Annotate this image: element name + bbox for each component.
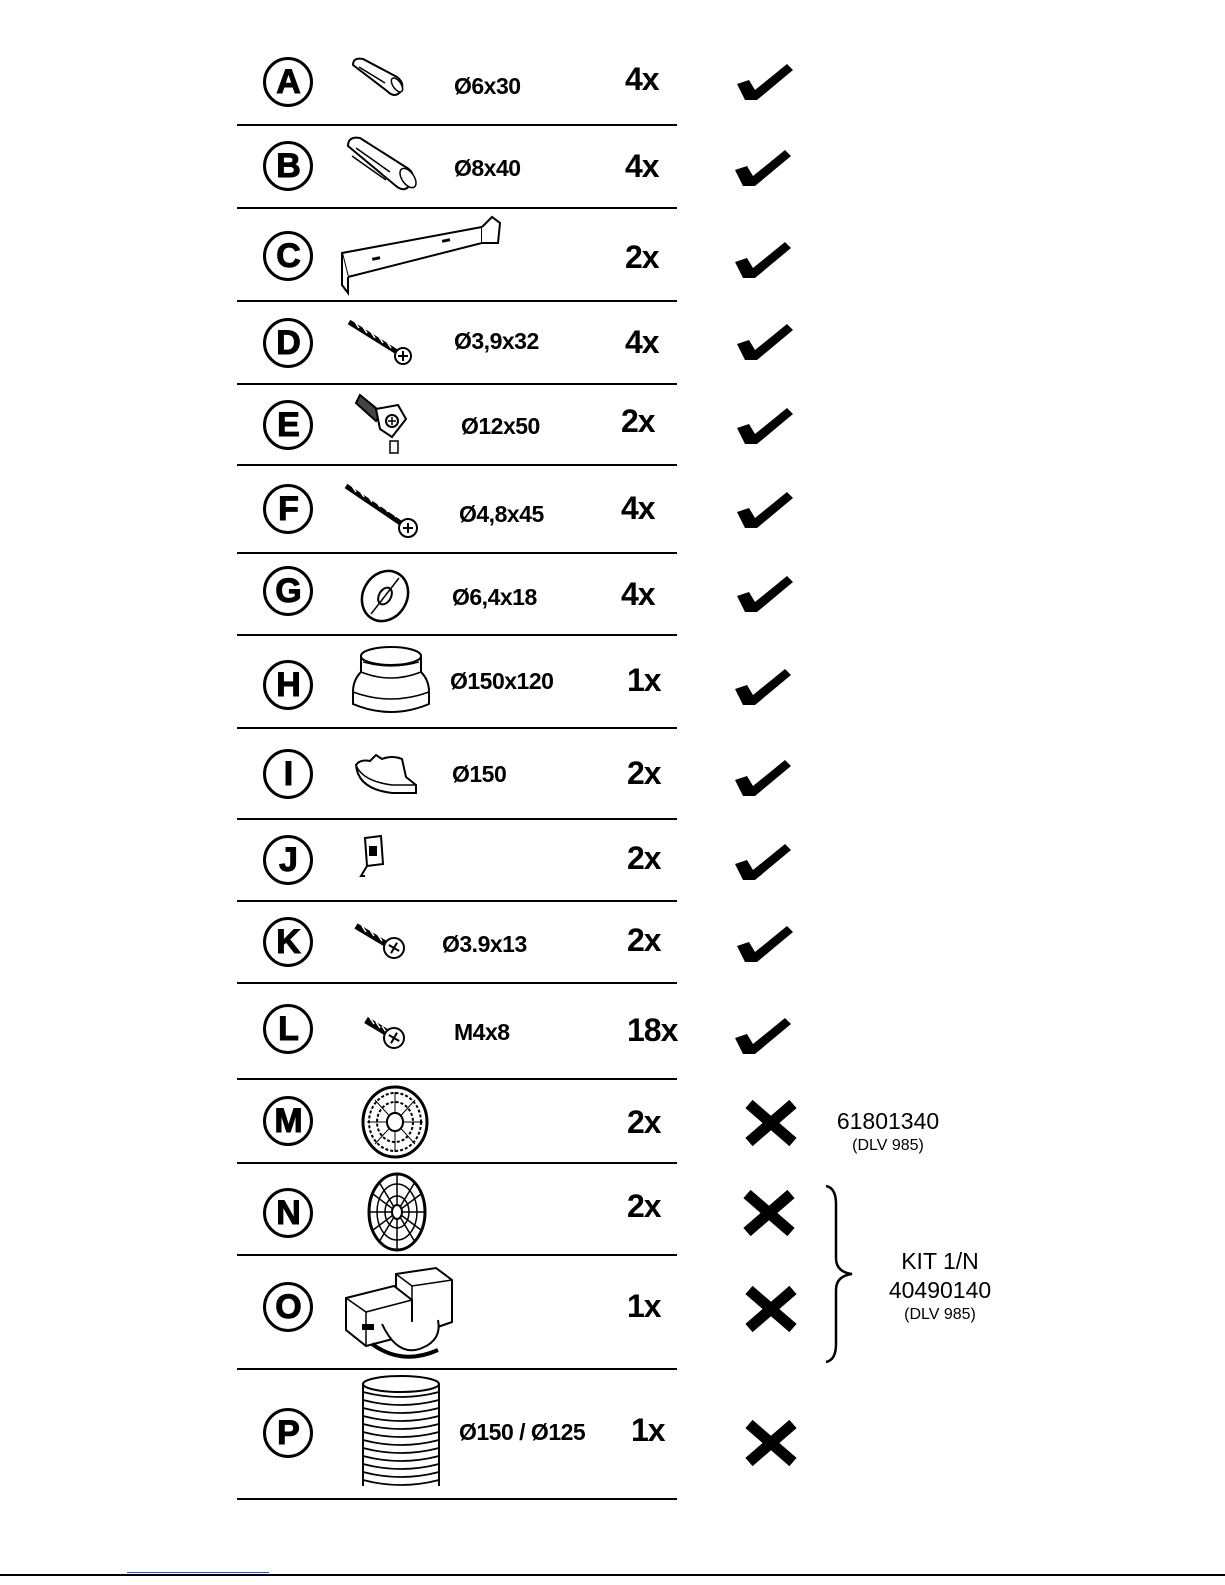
part-row-j xyxy=(237,820,677,900)
anchor-bolt-icon xyxy=(352,389,422,461)
carbon-filter-round-icon xyxy=(363,1170,433,1252)
part-letter: P xyxy=(263,1408,313,1458)
part-quantity: 1x xyxy=(631,1412,665,1448)
check-icon xyxy=(733,238,793,280)
part-dimension: Ø150x120 xyxy=(450,668,554,694)
cross-icon xyxy=(745,1100,797,1146)
part-row-a xyxy=(237,45,677,125)
part-dimension: Ø150 xyxy=(452,761,507,787)
part-letter: C xyxy=(263,231,313,281)
part-letter: D xyxy=(263,318,313,368)
filter-m-code: 61801340 xyxy=(836,1108,940,1134)
part-letter: F xyxy=(263,484,313,534)
cross-icon xyxy=(745,1286,797,1332)
part-letter: N xyxy=(263,1188,313,1238)
part-letter: A xyxy=(263,57,313,107)
part-dimension: Ø6x30 xyxy=(454,73,521,99)
clip-icon xyxy=(357,834,389,878)
part-quantity: 2x xyxy=(621,403,655,439)
check-icon xyxy=(735,320,795,362)
part-dimension: Ø150 / Ø125 xyxy=(459,1419,586,1445)
part-quantity: 2x xyxy=(627,1188,661,1224)
deflector-box-icon xyxy=(342,1264,457,1364)
long-screw-icon xyxy=(342,480,422,542)
part-dimension: Ø3,9x32 xyxy=(454,328,539,354)
kit-model: (DLV 985) xyxy=(904,1306,976,1323)
check-icon xyxy=(733,1014,793,1056)
part-row-o xyxy=(237,1256,677,1368)
part-quantity: 18x xyxy=(627,1012,678,1048)
part-quantity: 1x xyxy=(627,662,661,698)
part-quantity: 2x xyxy=(627,840,661,876)
check-icon xyxy=(733,146,793,188)
carbon-filter-icon xyxy=(355,1082,435,1160)
kit-code: 40490140 xyxy=(888,1277,992,1303)
part-quantity: 4x xyxy=(625,61,659,97)
part-quantity: 4x xyxy=(625,148,659,184)
part-quantity: 2x xyxy=(625,239,659,275)
part-dimension: Ø8x40 xyxy=(454,155,521,181)
part-quantity: 2x xyxy=(627,1104,661,1140)
part-row-f xyxy=(237,466,677,552)
part-letter: M xyxy=(263,1096,313,1146)
part-row-p xyxy=(237,1370,677,1498)
part-row-i xyxy=(237,729,677,819)
kit-name: KIT 1/N xyxy=(901,1248,979,1274)
check-icon xyxy=(735,572,795,614)
part-quantity: 4x xyxy=(625,324,659,360)
part-letter: H xyxy=(263,660,313,710)
part-row-b xyxy=(237,126,677,208)
flexible-hose-icon xyxy=(357,1374,447,1496)
part-letter: J xyxy=(263,835,313,885)
part-quantity: 2x xyxy=(627,922,661,958)
part-row-m xyxy=(237,1080,677,1162)
part-quantity: 1x xyxy=(627,1288,661,1324)
part-dimension: Ø3.9x13 xyxy=(442,931,527,957)
part-row-e xyxy=(237,385,677,465)
part-letter: L xyxy=(263,1004,313,1054)
kit-note xyxy=(870,1248,1010,1324)
check-icon xyxy=(735,404,795,446)
wood-screw-icon xyxy=(345,316,415,366)
part-row-n xyxy=(237,1164,677,1254)
part-row-h xyxy=(237,636,677,728)
part-quantity: 2x xyxy=(627,755,661,791)
mounting-bracket-icon xyxy=(332,213,507,298)
check-icon xyxy=(735,488,795,530)
part-letter: G xyxy=(263,566,313,616)
cross-icon xyxy=(743,1190,795,1236)
part-dimension: Ø4,8x45 xyxy=(459,501,544,527)
part-row-g xyxy=(237,554,677,634)
half-flap-icon xyxy=(352,751,422,796)
washer-icon xyxy=(357,566,417,624)
part-letter: I xyxy=(263,749,313,799)
row-divider xyxy=(237,1498,677,1500)
filter-m-note xyxy=(828,1108,948,1155)
machine-screw-icon xyxy=(362,1014,412,1054)
part-letter: B xyxy=(263,141,313,191)
check-icon xyxy=(735,922,795,964)
check-icon xyxy=(733,756,793,798)
part-letter: E xyxy=(263,400,313,450)
part-row-l xyxy=(237,984,677,1078)
check-icon xyxy=(735,60,795,102)
filter-m-model: (DLV 985) xyxy=(852,1137,924,1154)
part-quantity: 4x xyxy=(621,576,655,612)
cross-icon xyxy=(745,1420,797,1466)
part-row-d xyxy=(237,302,677,384)
part-row-k xyxy=(237,902,677,982)
short-screw-icon xyxy=(352,920,412,964)
check-icon xyxy=(733,665,793,707)
part-quantity: 4x xyxy=(621,490,655,526)
part-dimension: Ø12x50 xyxy=(461,413,540,439)
part-dimension: M4x8 xyxy=(454,1019,510,1045)
duct-adapter-icon xyxy=(347,642,437,722)
footer-rule xyxy=(0,1574,1225,1576)
wall-plug-small-icon xyxy=(347,55,407,105)
part-row-c xyxy=(237,209,677,301)
check-icon xyxy=(733,840,793,882)
brace-icon xyxy=(822,1184,858,1364)
part-letter: K xyxy=(263,917,313,967)
wall-plug-large-icon xyxy=(342,134,417,199)
footer-link-underline xyxy=(127,1572,269,1573)
part-dimension: Ø6,4x18 xyxy=(452,584,537,610)
part-letter: O xyxy=(263,1282,313,1332)
